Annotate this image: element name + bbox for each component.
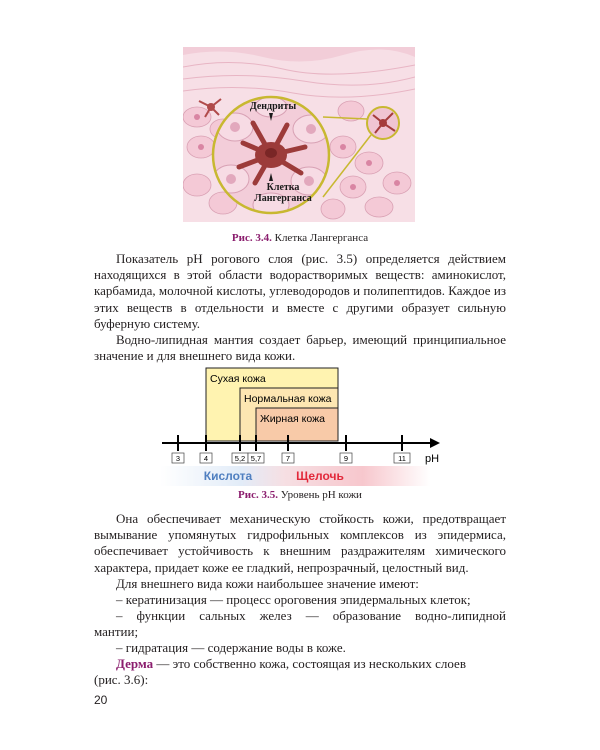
paragraph-ph-horny-layer: Показатель pH рогового слоя (рис. 3.5) определяется действием находящихся в этой области водорастворимых веществ: аминокислот, карбамида, молочной кислоты, углеводородов и полипептидов. Каждое из этих веществ в отдельности и вместе с другими образует сильную буферную систему. [94,251,506,331]
paragraph-derma-cont: (рис. 3.6): [94,672,149,687]
caption-number: Рис. 3.5. [238,489,278,501]
list-intro: Для внешнего вида кожи наибольшее значение имеют: [116,576,419,591]
list-item-sebaceous: – функции сальных желез — образование водно-липидной [116,608,506,623]
caption-text: Клетка Лангерганса [271,232,369,244]
zone-label-0: Кислота [203,469,253,483]
term-derma: Дерма [116,656,154,671]
range-label-1: Нормальная кожа [244,393,332,405]
tick-label-5: 9 [343,454,349,463]
dendrites-label: Дендриты [249,101,297,112]
paragraph-derma [116,656,466,672]
tick-label-0: 3 [175,454,181,463]
tick-label-1: 4 [203,454,209,463]
axis-arrow [430,438,440,448]
figure-caption-3-5 [0,489,600,501]
cell-label-line2: Лангерганса [254,193,312,204]
list-item-sebaceous-cont: мантии; [94,624,139,639]
acid-alkali-gradient [160,466,430,486]
paragraph-mantle-functions: Она обеспечивает механическую стойкость кожи, предотвращает вымывание упомянутых гидрофильных комплексов из эпидермиса, обеспечивает устойчивость к внешним раздражителям химического характера, придает коже ее гладкий, непрозрачный, целостный вид. [94,511,506,575]
range-label-2: Жирная кожа [260,413,325,425]
langerhans-cell-illustration [183,47,415,222]
list-item-hydration: – гидратация — содержание воды в коже. [116,640,346,655]
paragraph-water-lipid-mantle: Водно-липидная мантия создает барьер, имеющий принципиальное значение и для внешнего вида кожи. [94,332,506,364]
tick-label-2: 5,2 [234,454,246,463]
list-item-keratinization: – кератинизация — процесс ороговения эпидермальных клеток; [116,592,471,607]
tick-label-6: 11 [398,454,406,463]
axis-label-ph: pH [425,453,440,465]
caption-text: Уровень pH кожи [278,489,362,501]
tick-label-4: 7 [285,454,291,463]
figure-caption-3-4 [0,232,600,244]
cell-label-line1: Клетка [266,182,300,193]
page-number: 20 [94,693,108,707]
ph-chart [160,366,450,488]
tick-label-3: 5,7 [250,454,262,463]
derma-definition: — это собственно кожа, состоящая из нескольких слоев [153,656,466,671]
range-label-0: Сухая кожа [210,373,266,385]
caption-number: Рис. 3.4. [231,232,272,244]
zone-label-1: Щелочь [296,469,344,483]
